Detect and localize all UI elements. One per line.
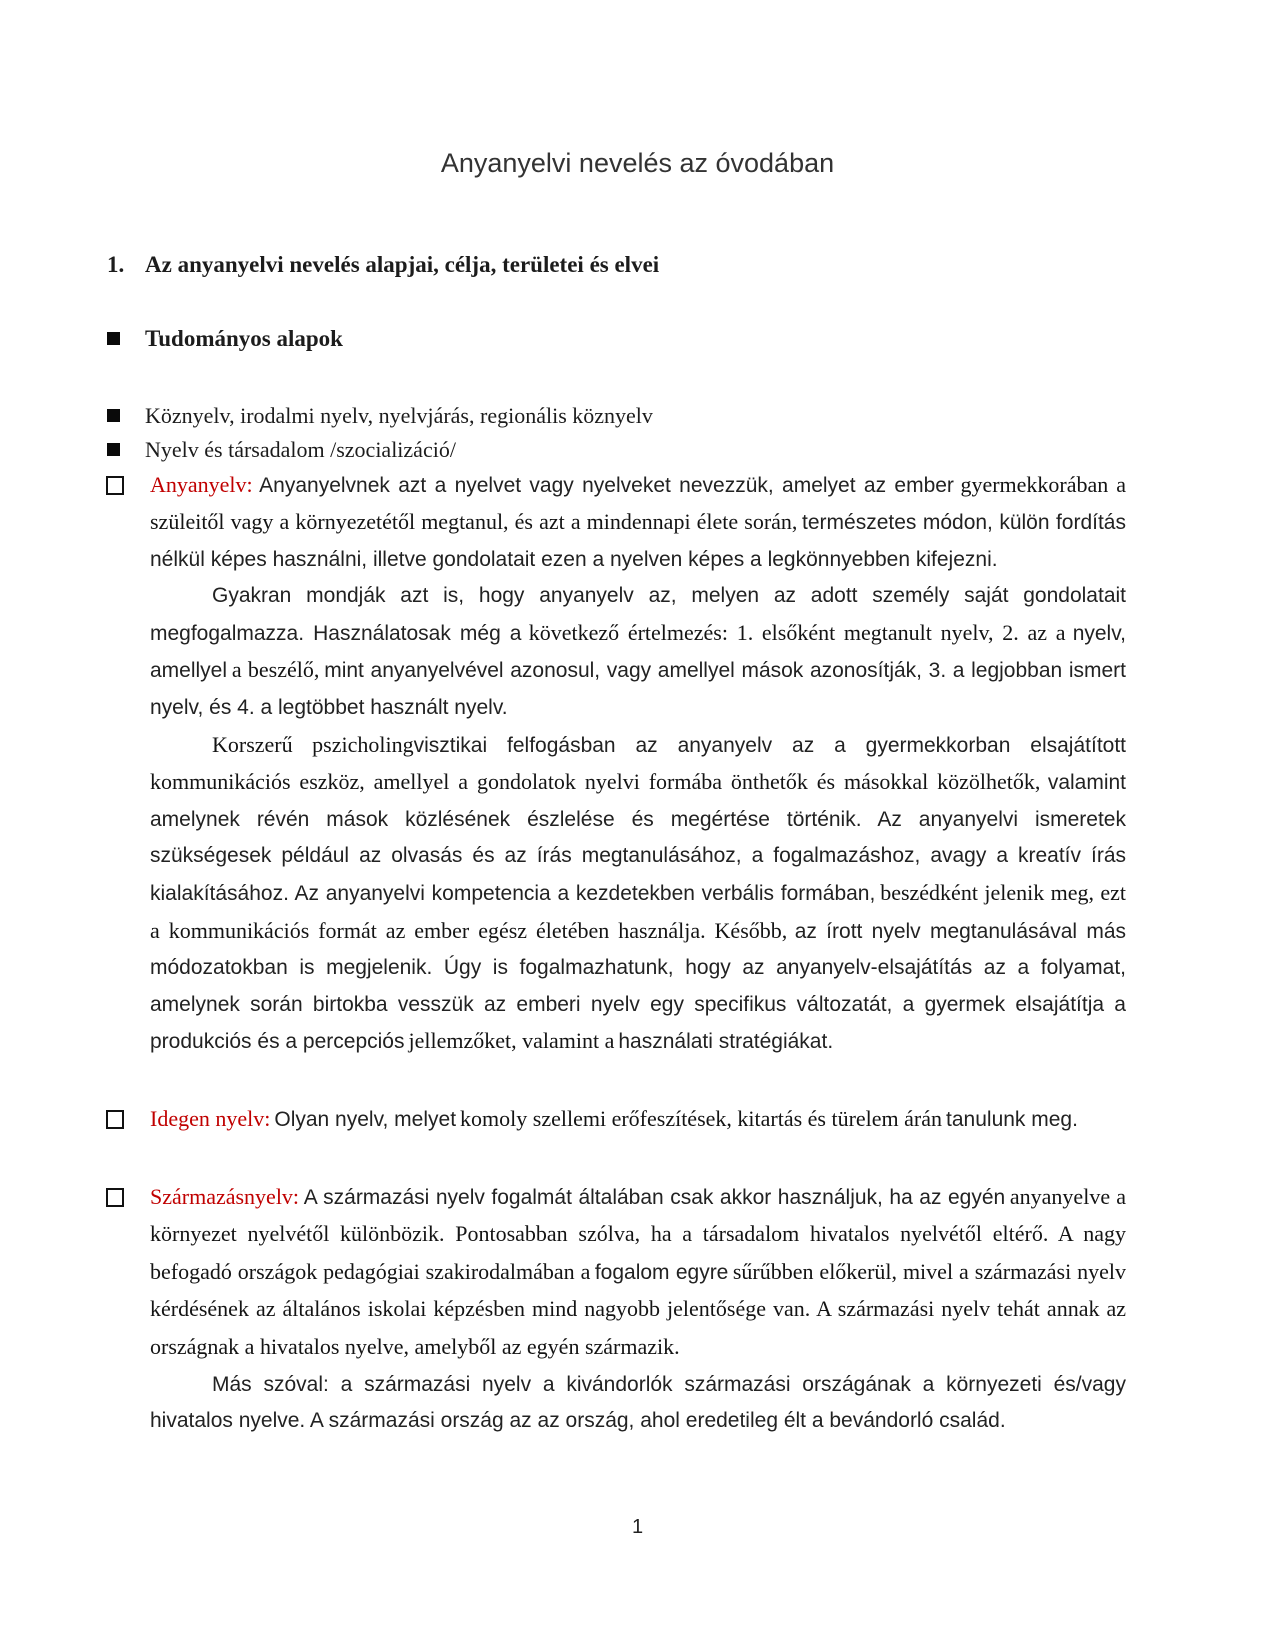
solid-square-icon bbox=[107, 399, 145, 434]
bullet-label: Nyelv és társadalom /szocializáció/ bbox=[145, 437, 456, 462]
text-segment: az írott nyelv megtanulásával más módozatokban is megjelenik. Úgy is fogalmazhatunk, hogy az anyanyelv-elsajátítás az a folyamat, amelynek során birtokba vesszük az emberi nyelv egy specifikus változatát, a gyermek elsajátítja a produkciós és a percepciós bbox=[150, 919, 1127, 1054]
open-square-icon bbox=[106, 476, 124, 495]
section-heading bbox=[107, 250, 1275, 280]
bullet-item-nyelv-es-tarsadalom bbox=[107, 433, 1275, 468]
text-segment: természetes módon, külön fordítás nélkül képes használni, illetve gondolatait ezen a nyelven képes a legkönnyebben kifejezni. bbox=[150, 511, 1126, 571]
text-segment: nyelv, amellyel bbox=[150, 621, 1127, 683]
page-number: 1 bbox=[631, 1516, 644, 1538]
text-segment: komoly szellemi erőfeszítések, kitartás és türelem árán bbox=[460, 1106, 943, 1131]
definition-idegen-nyelv bbox=[150, 1102, 1126, 1140]
text-segment: Anyanyelvnek azt a nyelvet vagy nyelveket nevezzük, amelyet az ember bbox=[259, 473, 954, 497]
text-segment: visztikai felfogásban az anyanyelv az a gyermekkorban elsajátított bbox=[413, 733, 1127, 757]
paragraph-gyakran bbox=[150, 579, 1126, 727]
text-segment: sűrűbben előkerül, mivel a származási nyelv kérdésének az általános iskolai képzésben mind nagyobb jelentősége van. A származási nyelv tehát annak az országnak a hivatalos nyelve, amelyből az egyén származik. bbox=[150, 1258, 1127, 1359]
text-segment: A származási nyelv fogalmát általában csak akkor használjuk, ha az egyén bbox=[303, 1185, 1006, 1209]
bullet-item-koznyelv bbox=[107, 399, 1275, 434]
term-label-idegen-nyelv: Idegen nyelv: bbox=[150, 1106, 271, 1131]
text-segment: a beszélő, bbox=[231, 657, 320, 683]
text-segment: Olyan nyelv, melyet bbox=[274, 1108, 457, 1131]
term-label-szarmazasnyelv: Származásnyelv: bbox=[150, 1183, 300, 1209]
text-segment: kommunikációs eszköz, amellyel a gondolatok nyelvi formába önthetők és másokkal közölhetők, bbox=[150, 769, 1041, 795]
bullet-label: Köznyelv, irodalmi nyelv, nyelvjárás, regionális köznyelv bbox=[145, 402, 653, 428]
heading-number: 1. bbox=[107, 252, 125, 277]
term-label-anyanyelv: Anyanyelv: bbox=[150, 471, 253, 497]
solid-square-icon bbox=[107, 433, 145, 468]
text-segment: gyermekkorában a szüleitől vagy a környezetétől megtanul, és azt a mindennapi élete során, bbox=[150, 471, 1127, 535]
heading-text: Az anyanyelvi nevelés alapjai, célja, területei és elvei bbox=[145, 252, 660, 277]
definition-szarmazasnyelv bbox=[150, 1180, 1126, 1368]
bullet-label: Tudományos alapok bbox=[145, 326, 343, 351]
solid-square-icon bbox=[107, 322, 145, 357]
text-segment: fogalom egyre bbox=[594, 1260, 729, 1284]
document-title: Anyanyelvi nevelés az óvodában bbox=[440, 148, 835, 178]
text-segment: Korszerű pszicholing bbox=[212, 731, 414, 757]
text-segment: jellemzőket, valamint a bbox=[408, 1028, 615, 1054]
text-segment: valamint amelynek révén mások közlésének észlelése és megértése történik. Az anyanyelvi ismeretek szükségesek például az olvasás és az írás megtanulásához, a fogalmazáshoz, avagy a kreatív írás kialakításához. Az anyanyelvi kompetencia a kezdetekben verbális formában, bbox=[150, 771, 1127, 906]
text-segment: következő értelmezés: 1. elsőként megtanult nyelv, 2. az a bbox=[528, 619, 1066, 645]
bullet-item-tudomanyos-alapok bbox=[107, 322, 1275, 357]
definitions-section bbox=[150, 468, 1126, 1441]
text-segment: beszédként jelenik meg, ezt a kommunikációs formát az ember egész életében használja. Később, bbox=[150, 880, 1126, 943]
text-segment: mint anyanyelvével azonosul, vagy amellyel mások azonosítják, 3. a legjobban ismert nyelv, és 4. a legtöbbet használt nyelv. bbox=[150, 659, 1127, 720]
text-segment: Más szóval: a származási nyelv a kivándorlók származási országának a környezeti és/vagy hivatalos nyelve. A származási ország az az ország, ahol eredetileg élt a bevándorló család. bbox=[150, 1372, 1126, 1433]
paragraph-korszeru bbox=[150, 728, 1126, 1062]
text-segment: tanulunk meg. bbox=[946, 1108, 1078, 1131]
definition-anyanyelv bbox=[150, 468, 1126, 580]
text-segment: Gyakran mondják azt is, hogy anyanyelv az, melyen az adott személy saját gondolatait megfogalmazza. Használatosak még a bbox=[150, 584, 1126, 645]
text-segment: anyanyelve a környezet nyelvétől különbözik. Pontosabban szólva, ha a társadalom hivatalos nyelvétől eltérő. A nagy befogadó országok pedagógiai szakirodalmában a bbox=[150, 1183, 1127, 1284]
text-segment: használati stratégiákat. bbox=[618, 1030, 834, 1054]
open-square-icon bbox=[106, 1188, 124, 1207]
open-square-icon bbox=[106, 1110, 124, 1129]
paragraph-mas-szoval bbox=[150, 1368, 1126, 1441]
